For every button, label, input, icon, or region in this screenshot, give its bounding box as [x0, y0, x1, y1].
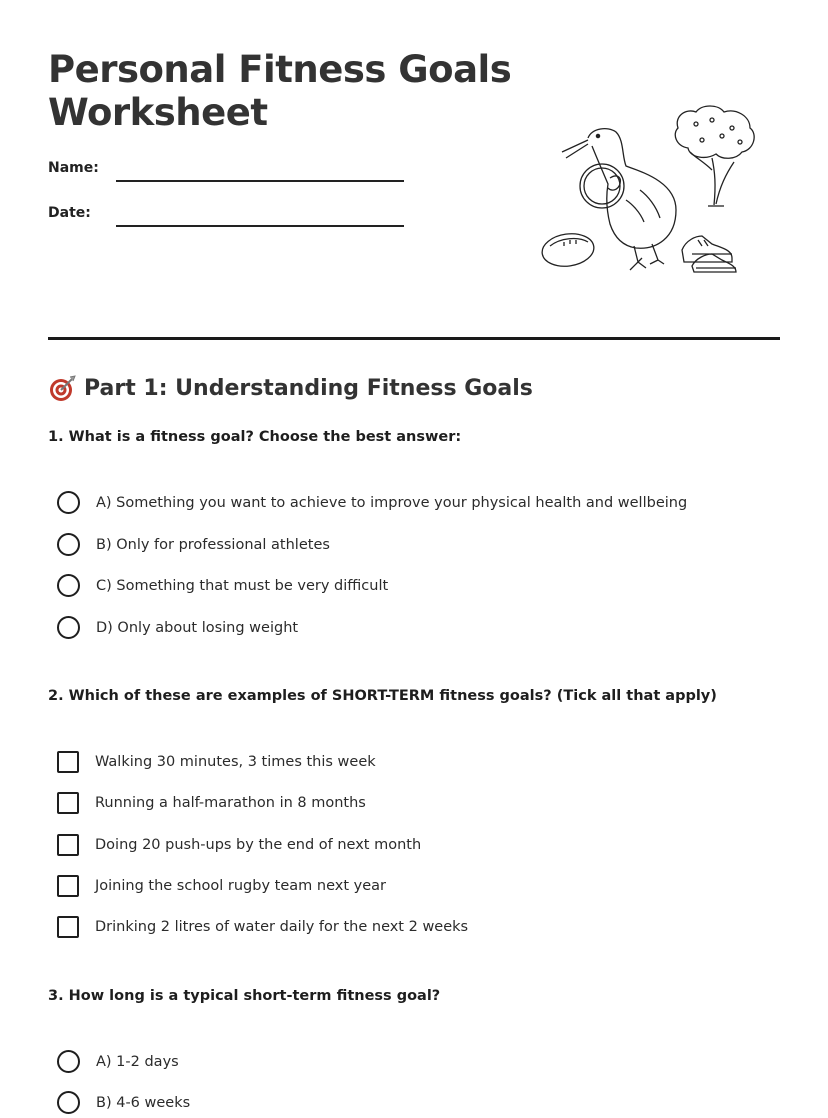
kiwi-bird-fitness-illustration [536, 100, 764, 275]
name-field[interactable] [116, 180, 404, 182]
tree-icon [675, 106, 754, 206]
question-3: 3. How long is a typical short-term fitness goal? [48, 988, 441, 1004]
worksheet-title [48, 48, 511, 134]
radio-button[interactable] [57, 1091, 80, 1114]
question-1: 1. What is a fitness goal? Choose the best answer: [48, 429, 462, 445]
sneakers-icon [682, 236, 736, 272]
radio-button[interactable] [57, 1050, 80, 1073]
q2-option-3[interactable] [57, 834, 421, 856]
question-2: 2. Which of these are examples of SHORT-TERM fitness goals? (Tick all that apply) [48, 688, 717, 704]
radio-button[interactable] [57, 533, 80, 556]
part1-heading-text: Part 1: Understanding Fitness Goals [84, 375, 533, 401]
checkbox[interactable] [57, 875, 79, 897]
option-label: C) Something that must be very difficult [96, 577, 389, 594]
q3-option-a[interactable] [57, 1050, 179, 1073]
q2-option-1[interactable] [57, 751, 376, 773]
radio-button[interactable] [57, 574, 80, 597]
checkbox[interactable] [57, 751, 79, 773]
checkbox[interactable] [57, 834, 79, 856]
target-icon [48, 374, 76, 402]
radio-button[interactable] [57, 616, 80, 639]
q2-option-4[interactable] [57, 875, 386, 897]
q1-option-a[interactable] [57, 491, 687, 514]
q2-option-5[interactable] [57, 916, 468, 938]
option-label: B) 4-6 weeks [96, 1094, 191, 1111]
title-line-1: Personal Fitness Goals [48, 48, 512, 91]
option-label: B) Only for professional athletes [96, 536, 330, 553]
part1-heading [48, 374, 533, 402]
header-divider [48, 337, 780, 340]
option-label: Doing 20 push-ups by the end of next month [95, 837, 422, 853]
q1-option-d[interactable] [57, 616, 298, 639]
option-label: Drinking 2 litres of water daily for the next 2 weeks [95, 919, 469, 935]
option-label: Walking 30 minutes, 3 times this week [95, 754, 376, 770]
option-label: A) Something you want to achieve to improve your physical health and wellbeing [96, 494, 688, 511]
option-label: Joining the school rugby team next year [95, 878, 386, 894]
name-label: Name: [48, 160, 99, 176]
q2-option-2[interactable] [57, 792, 366, 814]
date-label: Date: [48, 205, 91, 221]
option-label: D) Only about losing weight [96, 619, 299, 636]
title-line-2: Worksheet [48, 91, 268, 134]
rugby-ball-icon [540, 231, 596, 270]
radio-button[interactable] [57, 491, 80, 514]
date-field[interactable] [116, 225, 404, 227]
q1-option-c[interactable] [57, 574, 388, 597]
option-label: Running a half-marathon in 8 months [95, 795, 366, 811]
option-label: A) 1-2 days [96, 1053, 179, 1070]
checkbox[interactable] [57, 916, 79, 938]
q1-option-b[interactable] [57, 533, 330, 556]
q3-option-b[interactable] [57, 1091, 190, 1114]
checkbox[interactable] [57, 792, 79, 814]
